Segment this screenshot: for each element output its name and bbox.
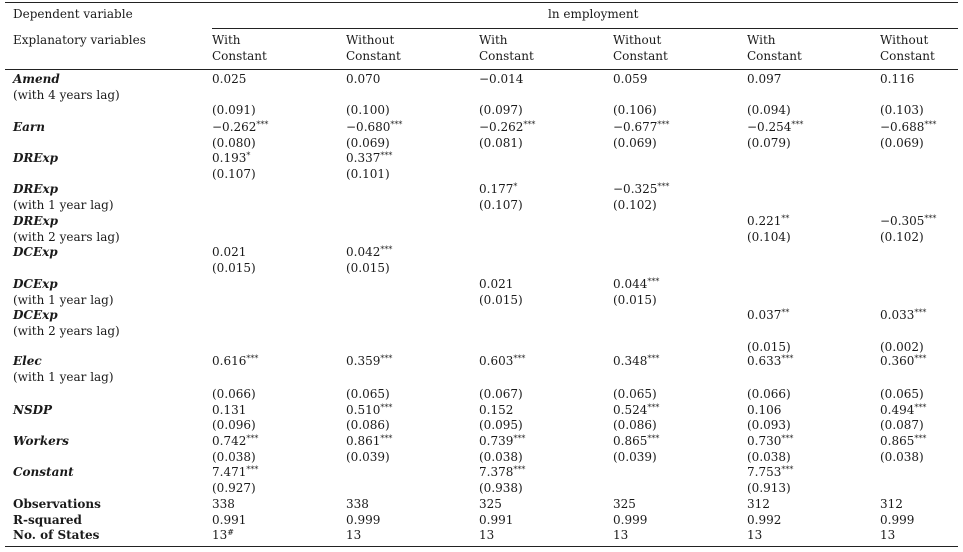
significance-marker: * <box>513 182 518 191</box>
standard-error-cell: (0.106) <box>613 103 657 117</box>
significance-marker: *** <box>647 403 660 412</box>
row-label: Workers <box>13 434 69 448</box>
column-header: With <box>747 33 776 47</box>
significance-marker: *** <box>914 308 927 317</box>
standard-error-cell: (0.079) <box>747 136 791 150</box>
coefficient-cell: 0.991 <box>212 513 247 527</box>
coefficient-cell: 13 <box>613 528 629 542</box>
row-label: DCExp <box>13 308 58 322</box>
standard-error-cell: (0.087) <box>880 418 924 432</box>
coefficient-cell: 7.378*** <box>479 465 526 479</box>
standard-error-cell: (0.107) <box>212 167 256 181</box>
significance-marker: *** <box>647 434 660 443</box>
row-label-sub: (with 2 years lag) <box>13 230 120 244</box>
significance-marker: *** <box>380 434 393 443</box>
significance-marker: *** <box>513 465 526 474</box>
standard-error-cell: (0.938) <box>479 481 523 495</box>
standard-error-cell: (0.015) <box>212 261 256 275</box>
coefficient-cell: 338 <box>212 497 235 511</box>
coefficient-cell: 0.152 <box>479 403 514 417</box>
standard-error-cell: (0.038) <box>479 450 523 464</box>
column-header-sub: Constant <box>880 49 935 63</box>
significance-marker: *** <box>246 465 259 474</box>
standard-error-cell: (0.015) <box>346 261 390 275</box>
coefficient-cell: −0.325*** <box>613 182 670 196</box>
column-header: With <box>212 33 241 47</box>
coefficient-cell: 13 <box>880 528 896 542</box>
coefficient-cell: 0.021 <box>479 277 514 291</box>
standard-error-cell: (0.094) <box>747 103 791 117</box>
column-header-sub: Constant <box>212 49 267 63</box>
column-header-sub: Constant <box>613 49 668 63</box>
standard-error-cell: (0.015) <box>747 340 791 354</box>
coefficient-cell: 325 <box>479 497 502 511</box>
coefficient-cell: 0.221** <box>747 214 790 228</box>
standard-error-cell: (0.095) <box>479 418 523 432</box>
significance-marker: ** <box>781 308 790 317</box>
coefficient-cell: −0.680*** <box>346 120 403 134</box>
coefficient-cell: 0.742*** <box>212 434 259 448</box>
spanner-rule <box>212 28 958 29</box>
coefficient-cell: 0.359*** <box>346 354 393 368</box>
significance-marker: *** <box>380 403 393 412</box>
row-label: NSDP <box>13 403 53 417</box>
coefficient-cell: 0.131 <box>212 403 247 417</box>
column-header: Without <box>880 33 929 47</box>
coefficient-cell: 0.633*** <box>747 354 794 368</box>
explanatory-variables-label: Explanatory variables <box>13 33 146 47</box>
standard-error-cell: (0.065) <box>613 387 657 401</box>
standard-error-cell: (0.015) <box>479 293 523 307</box>
coefficient-cell: 7.753*** <box>747 465 794 479</box>
significance-marker: *** <box>914 434 927 443</box>
standard-error-cell: (0.065) <box>880 387 924 401</box>
significance-marker: *** <box>246 354 259 363</box>
top-rule <box>5 2 958 3</box>
header-rule <box>5 69 958 70</box>
row-label: DRExp <box>13 182 59 196</box>
coefficient-cell: 0.059 <box>613 72 648 86</box>
standard-error-cell: (0.100) <box>346 103 390 117</box>
row-label: DCExp <box>13 245 58 259</box>
significance-marker: *** <box>380 245 393 254</box>
coefficient-cell: 0.106 <box>747 403 782 417</box>
coefficient-cell: 325 <box>613 497 636 511</box>
significance-marker: *** <box>781 354 794 363</box>
dependent-variable-label: Dependent variable <box>13 7 133 21</box>
coefficient-cell: 0.865*** <box>880 434 927 448</box>
coefficient-cell: 0.033*** <box>880 308 927 322</box>
significance-marker: *** <box>256 120 269 129</box>
standard-error-cell: (0.069) <box>613 136 657 150</box>
coefficient-cell: 0.070 <box>346 72 381 86</box>
significance-marker: *** <box>914 354 927 363</box>
column-header-sub: Constant <box>346 49 401 63</box>
standard-error-cell: (0.038) <box>212 450 256 464</box>
row-label: Earn <box>13 120 45 134</box>
standard-error-cell: (0.093) <box>747 418 791 432</box>
coefficient-cell: 0.999 <box>880 513 915 527</box>
significance-marker: *** <box>380 151 393 160</box>
coefficient-cell: −0.262*** <box>479 120 536 134</box>
standard-error-cell: (0.102) <box>613 198 657 212</box>
standard-error-cell: (0.038) <box>747 450 791 464</box>
coefficient-cell: 0.992 <box>747 513 782 527</box>
standard-error-cell: (0.065) <box>346 387 390 401</box>
row-label: Constant <box>13 465 74 479</box>
coefficient-cell: 0.360*** <box>880 354 927 368</box>
coefficient-cell: 0.616*** <box>212 354 259 368</box>
row-label: No. of States <box>13 528 100 542</box>
row-label-sub: (with 1 year lag) <box>13 293 114 307</box>
significance-marker: *** <box>791 120 804 129</box>
row-label-sub: (with 2 years lag) <box>13 324 120 338</box>
coefficient-cell: 0.865*** <box>613 434 660 448</box>
coefficient-cell: 338 <box>346 497 369 511</box>
coefficient-cell: −0.677*** <box>613 120 670 134</box>
coefficient-cell: 13# <box>212 528 234 542</box>
standard-error-cell: (0.101) <box>346 167 390 181</box>
row-label: DRExp <box>13 214 59 228</box>
significance-marker: *** <box>513 434 526 443</box>
significance-marker: *** <box>246 434 259 443</box>
coefficient-cell: 13 <box>346 528 362 542</box>
coefficient-cell: 0.524*** <box>613 403 660 417</box>
significance-marker: *** <box>647 277 660 286</box>
coefficient-cell: 0.037** <box>747 308 790 322</box>
column-header: Without <box>613 33 662 47</box>
row-label: R-squared <box>13 513 82 527</box>
coefficient-cell: 13 <box>479 528 495 542</box>
column-header: Without <box>346 33 395 47</box>
coefficient-cell: 0.999 <box>346 513 381 527</box>
coefficient-cell: 0.042*** <box>346 245 393 259</box>
significance-marker: *** <box>657 182 670 191</box>
standard-error-cell: (0.086) <box>613 418 657 432</box>
coefficient-cell: 0.193* <box>212 151 251 165</box>
column-header-sub: Constant <box>479 49 534 63</box>
significance-marker: *** <box>390 120 403 129</box>
coefficient-cell: −0.688*** <box>880 120 937 134</box>
coefficient-cell: 0.730*** <box>747 434 794 448</box>
significance-marker: *** <box>781 465 794 474</box>
standard-error-cell: (0.038) <box>880 450 924 464</box>
standard-error-cell: (0.080) <box>212 136 256 150</box>
coefficient-cell: 13 <box>747 528 763 542</box>
standard-error-cell: (0.104) <box>747 230 791 244</box>
standard-error-cell: (0.927) <box>212 481 256 495</box>
significance-marker: ** <box>781 214 790 223</box>
coefficient-cell: 0.337*** <box>346 151 393 165</box>
standard-error-cell: (0.039) <box>613 450 657 464</box>
coefficient-cell: −0.014 <box>479 72 524 86</box>
standard-error-cell: (0.081) <box>479 136 523 150</box>
coefficient-cell: 0.861*** <box>346 434 393 448</box>
significance-marker: * <box>246 151 251 160</box>
standard-error-cell: (0.097) <box>479 103 523 117</box>
coefficient-cell: 0.348*** <box>613 354 660 368</box>
standard-error-cell: (0.103) <box>880 103 924 117</box>
row-label: DRExp <box>13 151 59 165</box>
standard-error-cell: (0.102) <box>880 230 924 244</box>
coefficient-cell: 312 <box>880 497 903 511</box>
significance-marker: *** <box>380 354 393 363</box>
row-label: Elec <box>13 354 42 368</box>
standard-error-cell: (0.107) <box>479 198 523 212</box>
coefficient-cell: 0.999 <box>613 513 648 527</box>
coefficient-cell: 0.991 <box>479 513 514 527</box>
significance-marker: *** <box>924 214 937 223</box>
bottom-rule <box>5 546 958 547</box>
significance-marker: *** <box>781 434 794 443</box>
standard-error-cell: (0.015) <box>613 293 657 307</box>
coefficient-cell: 0.044*** <box>613 277 660 291</box>
coefficient-cell: 312 <box>747 497 770 511</box>
coefficient-cell: 0.025 <box>212 72 247 86</box>
dependent-variable-name: ln employment <box>548 7 639 21</box>
standard-error-cell: (0.086) <box>346 418 390 432</box>
coefficient-cell: −0.262*** <box>212 120 269 134</box>
coefficient-cell: 0.739*** <box>479 434 526 448</box>
coefficient-cell: 7.471*** <box>212 465 259 479</box>
coefficient-cell: 0.510*** <box>346 403 393 417</box>
standard-error-cell: (0.066) <box>212 387 256 401</box>
row-label: Observations <box>13 497 101 511</box>
standard-error-cell: (0.002) <box>880 340 924 354</box>
significance-marker: *** <box>657 120 670 129</box>
coefficient-cell: −0.254*** <box>747 120 804 134</box>
standard-error-cell: (0.067) <box>479 387 523 401</box>
standard-error-cell: (0.066) <box>747 387 791 401</box>
coefficient-cell: 0.494*** <box>880 403 927 417</box>
column-header: With <box>479 33 508 47</box>
row-label: DCExp <box>13 277 58 291</box>
standard-error-cell: (0.096) <box>212 418 256 432</box>
coefficient-cell: 0.603*** <box>479 354 526 368</box>
coefficient-cell: 0.177* <box>479 182 518 196</box>
coefficient-cell: 0.021 <box>212 245 247 259</box>
row-label-sub: (with 4 years lag) <box>13 88 120 102</box>
coefficient-cell: 0.097 <box>747 72 782 86</box>
significance-marker: # <box>227 528 234 537</box>
significance-marker: *** <box>647 354 660 363</box>
significance-marker: *** <box>924 120 937 129</box>
standard-error-cell: (0.069) <box>346 136 390 150</box>
column-header-sub: Constant <box>747 49 802 63</box>
significance-marker: *** <box>523 120 536 129</box>
row-label-sub: (with 1 year lag) <box>13 370 114 384</box>
standard-error-cell: (0.091) <box>212 103 256 117</box>
significance-marker: *** <box>914 403 927 412</box>
coefficient-cell: 0.116 <box>880 72 915 86</box>
standard-error-cell: (0.913) <box>747 481 791 495</box>
coefficient-cell: −0.305*** <box>880 214 937 228</box>
standard-error-cell: (0.039) <box>346 450 390 464</box>
significance-marker: *** <box>513 354 526 363</box>
row-label: Amend <box>13 72 60 86</box>
standard-error-cell: (0.069) <box>880 136 924 150</box>
row-label-sub: (with 1 year lag) <box>13 198 114 212</box>
